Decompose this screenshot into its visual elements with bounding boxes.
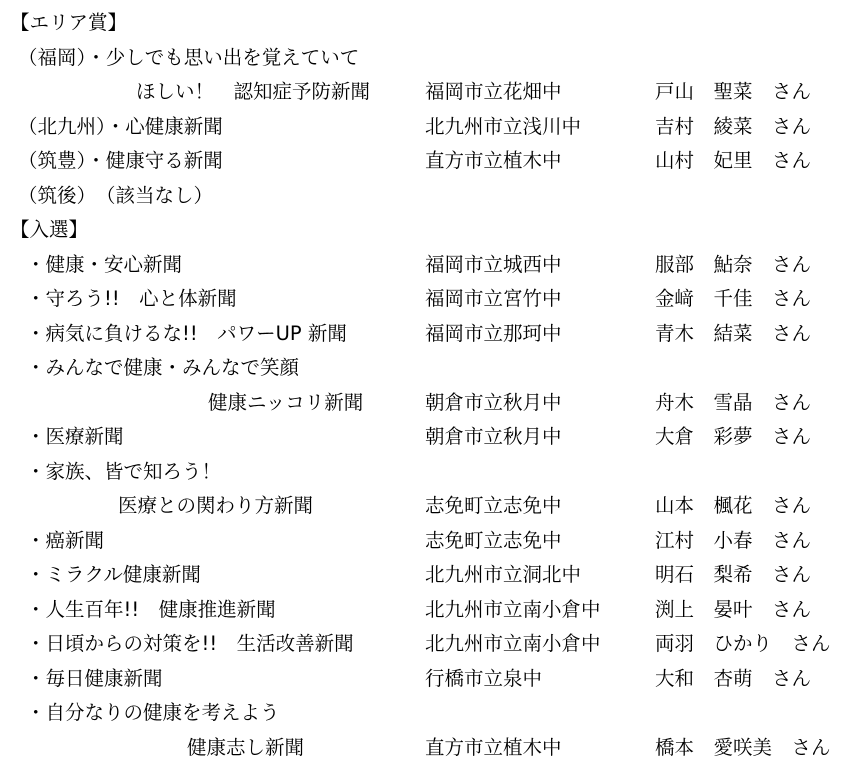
entry-student-name: 明石 梨希 さん [655, 563, 812, 586]
entry-school: 福岡市立宮竹中 [425, 287, 562, 310]
entry-school: 福岡市立花畑中 [425, 80, 562, 103]
entry-title: （筑豊）・健康守る新聞 [18, 149, 223, 172]
award-entry-row [0, 386, 848, 421]
entry-title: （筑後） （該当なし） [18, 183, 214, 207]
award-entry-row [0, 110, 848, 145]
entry-school: 朝倉市立秋月中 [425, 390, 562, 414]
entry-school: 志免町立志免中 [425, 528, 562, 552]
entry-title: ・自分なりの健康を考えよう [26, 701, 280, 724]
entry-title: 健康ニッコリ新聞 [208, 390, 364, 414]
award-entry-row [0, 455, 848, 490]
entry-title: ほしい！ 認知症予防新聞 [136, 80, 371, 103]
entry-student-name: 渕上 晏叶 さん [655, 597, 812, 621]
award-entry-row [0, 731, 848, 766]
entry-student-name: 戸山 聖菜 さん [655, 80, 812, 103]
entry-student-name: 江村 小春 さん [655, 528, 812, 552]
entry-student-name: 吉村 綾菜 さん [655, 114, 812, 138]
entry-school: 直方市立植木中 [425, 149, 562, 172]
entry-title: ・家族、皆で知ろう！ [26, 459, 222, 483]
entry-title: （福岡）・少しでも思い出を覚えていて [18, 45, 360, 69]
entry-student-name: 舟木 雪晶 さん [655, 390, 812, 414]
award-entry-row [0, 489, 848, 524]
award-entry-row [0, 420, 848, 455]
award-entry-row [0, 351, 848, 386]
entry-school: 直方市立植木中 [425, 735, 562, 759]
entry-title: （北九州）・心健康新聞 [18, 114, 223, 138]
award-list [0, 6, 848, 765]
entry-title: ・人生百年!! 健康推進新聞 [26, 597, 276, 621]
section-heading-row [0, 6, 848, 41]
entry-title: 医療との関わり方新聞 [118, 494, 314, 517]
section-heading: 【入選】 [10, 218, 89, 241]
entry-school: 行橋市立泉中 [425, 666, 543, 690]
award-entry-row [0, 696, 848, 731]
entry-school: 福岡市立城西中 [425, 252, 562, 276]
entry-student-name: 金﨑 千佳 さん [655, 287, 812, 310]
award-entry-row [0, 524, 848, 559]
award-entry-row [0, 248, 848, 283]
section-heading: 【エリア賞】 [10, 11, 128, 34]
award-entry-row [0, 593, 848, 628]
award-entry-row [0, 558, 848, 593]
award-entry-row [0, 317, 848, 352]
award-entry-row [0, 282, 848, 317]
entry-school: 朝倉市立秋月中 [425, 425, 562, 448]
entry-student-name: 服部 鮎奈 さん [655, 252, 812, 276]
award-entry-row [0, 75, 848, 110]
entry-title: ・健康・安心新聞 [26, 252, 183, 276]
award-entry-row [0, 41, 848, 76]
entry-school: 福岡市立那珂中 [425, 321, 562, 345]
entry-title: ・ミラクル健康新聞 [26, 563, 201, 586]
entry-title: ・毎日健康新聞 [26, 666, 163, 690]
entry-school: 北九州市立南小倉中 [425, 597, 601, 621]
entry-title: ・癌新聞 [26, 528, 105, 552]
entry-school: 北九州市立洞北中 [425, 563, 582, 586]
award-entry-row [0, 144, 848, 179]
entry-student-name: 橋本 愛咲美 さん [655, 735, 831, 759]
entry-student-name: 大倉 彩夢 さん [655, 425, 812, 448]
entry-title: 健康志し新聞 [187, 735, 305, 759]
award-entry-row [0, 627, 848, 662]
award-entry-row [0, 662, 848, 697]
entry-student-name: 大和 杏萌 さん [655, 666, 812, 690]
entry-student-name: 青木 結菜 さん [655, 321, 812, 345]
entry-title: ・日頃からの対策を!! 生活改善新聞 [26, 632, 354, 655]
entry-school: 志免町立志免中 [425, 494, 562, 517]
entry-student-name: 山村 妃里 さん [655, 149, 812, 172]
entry-student-name: 両羽 ひかり さん [655, 632, 831, 655]
entry-title: ・医療新聞 [26, 425, 124, 448]
entry-title: ・病気に負けるな!! パワーUP 新聞 [26, 321, 347, 345]
entry-title: ・守ろう!! 心と体新聞 [26, 287, 237, 310]
entry-school: 北九州市立南小倉中 [425, 632, 601, 655]
section-heading-row [0, 213, 848, 248]
award-entry-row [0, 179, 848, 214]
entry-school: 北九州市立浅川中 [425, 114, 582, 138]
entry-title: ・みんなで健康・みんなで笑顔 [26, 356, 300, 379]
entry-student-name: 山本 楓花 さん [655, 494, 812, 517]
